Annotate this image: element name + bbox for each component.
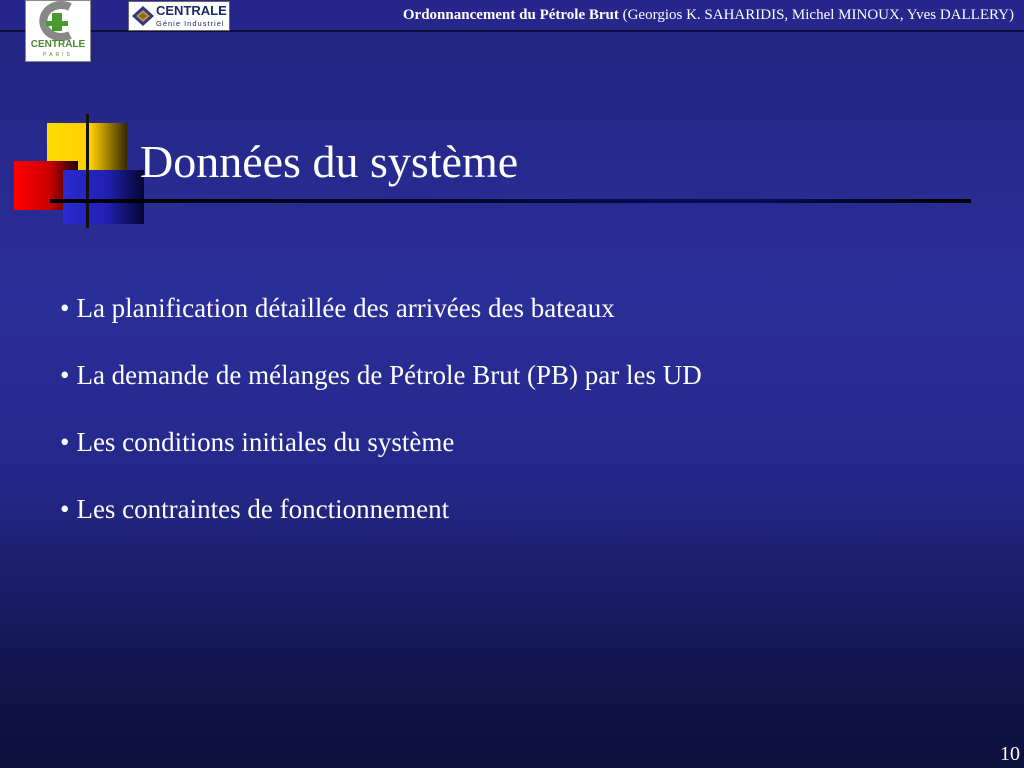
bullet-item <box>60 425 702 459</box>
bullet-text: Les conditions initiales du système <box>76 427 455 457</box>
centrale-paris-logo-sub: PARIS <box>43 52 73 58</box>
page-number: 10 <box>1000 743 1020 765</box>
diamond-emblem-icon <box>131 5 155 27</box>
centrale-gi-logo-sub: Génie Industriel <box>156 19 225 28</box>
bullet-marker: • <box>60 293 70 323</box>
centrale-paris-logo <box>25 0 91 62</box>
header-authors: (Georgios K. SAHARIDIS, Michel MINOUX, Yves DALLERY) <box>622 7 1014 23</box>
bullet-marker: • <box>60 494 70 524</box>
bullet-text: La planification détaillée des arrivées des bateaux <box>76 293 615 323</box>
decorative-vertical-line <box>86 114 89 228</box>
bullet-text: Les contraintes de fonctionnement <box>76 494 450 524</box>
bullet-item <box>60 358 702 392</box>
centrale-genie-industriel-logo <box>128 1 230 31</box>
centrale-paris-logo-text: CENTRALE <box>30 39 86 50</box>
bullet-list <box>60 291 702 559</box>
centrale-gi-logo-text: CENTRALE <box>156 3 227 18</box>
bullet-item <box>60 492 702 526</box>
centrale-paris-emblem-icon <box>26 1 90 41</box>
bullet-marker: • <box>60 360 70 390</box>
bullet-marker: • <box>60 427 70 457</box>
header-citation <box>403 7 1014 24</box>
bullet-text: La demande de mélanges de Pétrole Brut (PB) par les UD <box>76 360 702 390</box>
title-underline <box>50 199 971 203</box>
header-title: Ordonnancement du Pétrole Brut <box>402 7 619 23</box>
decorative-blue-square <box>63 170 144 224</box>
slide-title: Données du système <box>140 136 519 187</box>
bullet-item <box>60 291 702 325</box>
